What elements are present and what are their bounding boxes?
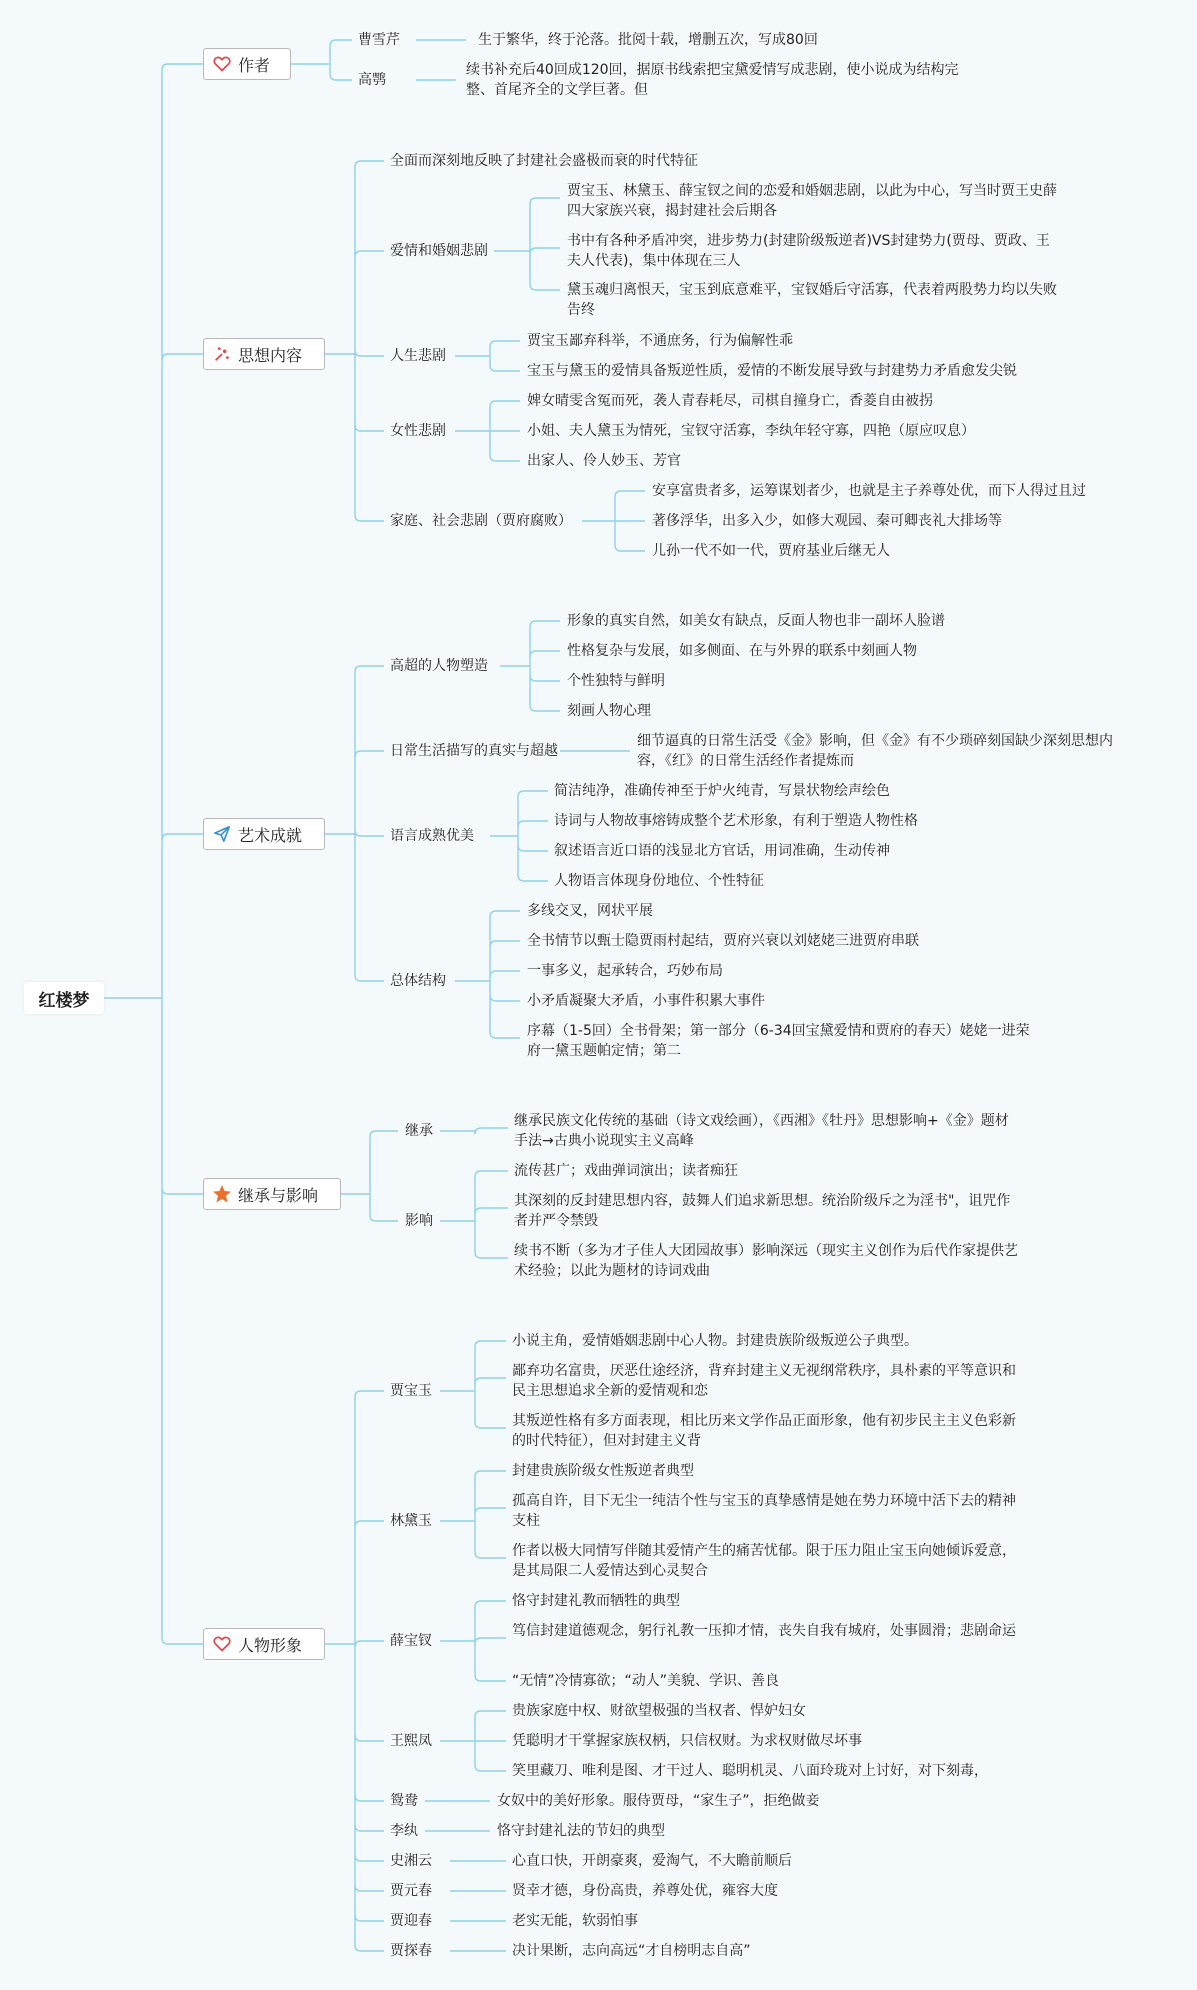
node-life-tragedy[interactable]: 人生悲剧: [390, 348, 446, 364]
connector-line: [355, 666, 384, 672]
topic-art[interactable]: [203, 818, 325, 850]
topic-author[interactable]: [203, 48, 291, 80]
connector-line: [355, 1795, 384, 1801]
connector-line: [475, 1208, 508, 1214]
connector-line: [355, 1735, 384, 1741]
connector-line: [475, 1171, 508, 1177]
node-yuanyang[interactable]: 鸳鸯: [390, 1793, 418, 1809]
connector-line: [355, 751, 384, 757]
connector-line: [475, 1552, 506, 1558]
topic-thought[interactable]: [203, 338, 325, 370]
node-lang-item[interactable]: 简洁纯净，准确传神至于炉火纯青，写景状物绘声绘色: [554, 783, 890, 799]
root-topic[interactable]: 红楼梦: [24, 982, 104, 1014]
node-inherit[interactable]: 继承: [405, 1123, 433, 1139]
connector-line: [518, 875, 548, 881]
node-baoyu-item[interactable]: 其叛逆性格有多方面表现，相比历来文学作品正面形象，他有初步民主主义色彩新的时代特征），但对封建主义背: [512, 1413, 1016, 1449]
node-family-item[interactable]: 儿孙一代不如一代，贾府基业后继无人: [652, 543, 890, 559]
connector-line: [530, 651, 560, 657]
node-liwan-desc[interactable]: 恪守封建礼法的节妇的典型: [497, 1823, 665, 1839]
connector-line: [490, 995, 520, 1001]
node-daily-life[interactable]: 日常生活描写的真实与超越: [390, 743, 558, 759]
node-baochai-item[interactable]: “无情”冷情寡欲；“动人”美貌、学识、善良: [512, 1673, 780, 1689]
connector-line: [355, 1641, 384, 1647]
node-xifeng-item[interactable]: 贵族家庭中权、财欲望极强的当权者、悍妒妇女: [512, 1703, 806, 1719]
connector-line: [475, 1675, 506, 1681]
node-cao-xueqin[interactable]: 曹雪芹: [358, 32, 400, 48]
node-tanchun-desc[interactable]: 决计果断，志向高远“才自榜明志自高”: [512, 1943, 751, 1959]
connector-line: [370, 1131, 398, 1137]
node-xifeng-item[interactable]: 笑里藏刀、唯利是图、才干过人、聪明机灵、八面玲珑对上讨好，对下刻毒，: [512, 1763, 988, 1779]
connector-line: [475, 1252, 508, 1258]
connector-line: [355, 1521, 384, 1527]
node-cao-desc[interactable]: 生于繁华，终于沦落。批阅十载，增删五次，写成80回: [478, 32, 818, 48]
connector-line: [475, 1638, 506, 1644]
connector-line: [355, 975, 384, 981]
node-love-tragedy[interactable]: 爱情和婚姻悲剧: [390, 243, 488, 259]
connector-line: [355, 425, 384, 431]
connector-line: [490, 971, 520, 977]
node-thought-general[interactable]: 全面而深刻地反映了封建社会盛极而衰的时代特征: [390, 153, 698, 169]
connector-line: [355, 1391, 384, 1397]
node-liwan[interactable]: 李纨: [390, 1823, 418, 1839]
node-daily-item[interactable]: 细节逼真的日常生活受《金》影响，但《金》有不少琐碎刻国缺少深刻思想内容，《红》的日常生活经作者提炼而: [637, 733, 1113, 769]
node-baoyu[interactable]: 贾宝玉: [390, 1383, 432, 1399]
connector-line: [162, 1638, 203, 1644]
node-influence-item[interactable]: 续书不断（多为才子佳人大团园故事）影响深远（现实主义创作为后代作家提供艺术经验；以此为题材的诗词戏曲: [514, 1243, 1018, 1279]
connector-line: [530, 198, 560, 204]
node-inherit-item[interactable]: 继承民族文化传统的基础（诗文戏绘画），《西湘》《牡丹》思想影响+《金》题材手法→古典小说现实主义高峰: [514, 1113, 1009, 1149]
connector-line: [162, 64, 203, 70]
connector-line: [490, 1032, 520, 1038]
node-yingchun[interactable]: 贾迎春: [390, 1913, 432, 1929]
connector-line: [355, 1915, 384, 1921]
node-structure[interactable]: 总体结构: [390, 973, 446, 989]
node-xifeng-item[interactable]: 凭聪明才干掌握家族权柄，只信权财。为求权财做尽坏事: [512, 1733, 862, 1749]
node-daiyu-item[interactable]: 作者以极大同情写伴随其爱情产生的痛苦忧郁。限于压力阻止宝玉向她倾诉爱意，是其局限二人爱情达到心灵契合: [512, 1543, 1016, 1579]
topic-legacy-label: 继承与影响: [238, 1185, 319, 1205]
connector-line: [475, 1508, 506, 1514]
node-struct-item[interactable]: 一事多义，起承转合，巧妙布局: [527, 963, 723, 979]
node-love-item[interactable]: 贾宝玉、林黛玉、薛宝钗之间的恋爱和婚姻悲剧，以此为中心，写当时贾王史薛四大家族兴衰，揭封建社会后期各: [567, 183, 1057, 219]
connector-line: [355, 830, 384, 836]
node-life-item[interactable]: 贾宝玉鄙弃科举，不通庶务，行为偏解性乖: [527, 333, 793, 349]
node-influence-item[interactable]: 其深刻的反封建思想内容，鼓舞人们追求新思想。统治阶级斥之为淫书"，诅咒作者并严令禁毁: [514, 1193, 1011, 1229]
node-struct-item[interactable]: 全书情节以甄士隐贾雨村起结，贾府兴衰以刘姥姥三进贾府串联: [527, 933, 919, 949]
connector-line: [530, 248, 560, 254]
connector-line: [370, 1215, 398, 1221]
node-gao-desc[interactable]: 续书补充后40回成120回，据原书线索把宝黛爱情写成悲剧，使小说成为结构完整、首尾齐全的文学巨著。但: [466, 62, 959, 98]
connector-line: [530, 284, 560, 290]
paper-plane-icon: [212, 824, 232, 844]
node-lang-item[interactable]: 人物语言体现身份地位、个性特征: [554, 873, 764, 889]
connector-line: [475, 1128, 508, 1134]
node-baochai-item[interactable]: 笃信封建道德观念，躬行礼教一压抑才情，丧失自我有城府，处事圆滑；悲剧命运: [512, 1623, 1016, 1639]
sparkle-icon: [212, 344, 232, 364]
node-gao-e[interactable]: 高鹗: [358, 72, 386, 88]
node-life-item[interactable]: 宝玉与黛玉的爱情具备叛逆性质，爱情的不断发展导致与封建势力矛盾愈发尖锐: [527, 363, 1017, 379]
connector-line: [530, 675, 560, 681]
node-women-item[interactable]: 小姐、夫人黛玉为情死，宝钗守活寡，李纨年轻守寡，四艳（原应叹息）: [527, 423, 975, 439]
node-char-item[interactable]: 个性独特与鲜明: [567, 673, 665, 689]
node-yingchun-desc[interactable]: 老实无能，软弱怕事: [512, 1913, 638, 1929]
connector-line: [490, 941, 520, 947]
node-baochai-item[interactable]: 恪守封建礼教而牺牲的典型: [512, 1593, 680, 1609]
connector-line: [518, 821, 548, 827]
connector-line: [330, 74, 352, 80]
node-xiangyun-desc[interactable]: 心直口快，开朗豪爽，爱淘气，不大瞻前顺后: [512, 1853, 792, 1869]
node-daiyu-item[interactable]: 封建贵族阶级女性叛逆者典型: [512, 1463, 694, 1479]
connector-line: [490, 455, 520, 461]
node-language[interactable]: 语言成熟优美: [390, 828, 474, 844]
node-char-item[interactable]: 形象的真实自然，如美女有缺点，反面人物也非一副坏人脸谱: [567, 613, 945, 629]
connector-line: [530, 621, 560, 627]
connector-line: [475, 1341, 506, 1347]
heart-icon: [212, 54, 232, 74]
topic-legacy[interactable]: [203, 1178, 341, 1210]
node-women-item[interactable]: 出家人、伶人妙玉、芳官: [527, 453, 681, 469]
heart-icon: [212, 1634, 232, 1654]
node-baoyu-item[interactable]: 鄙弃功名富贵，厌恶仕途经济，背弃封建主义无视纲常秩序，具朴素的平等意识和民主思想追求全新的爱情观和恋: [512, 1363, 1016, 1399]
connector-line: [490, 911, 520, 917]
connector-line: [475, 1422, 506, 1428]
node-influence-item[interactable]: 流传甚广；戏曲弹词演出；读者痴狂: [514, 1163, 738, 1179]
node-xifeng[interactable]: 王熙凤: [390, 1733, 432, 1749]
connector-line: [162, 354, 203, 360]
connector-line: [530, 705, 560, 711]
node-character-portrayal[interactable]: 高超的人物塑造: [390, 658, 488, 674]
connector-line: [355, 1945, 384, 1951]
connector-line: [518, 791, 548, 797]
connector-line: [355, 1885, 384, 1891]
node-women-item[interactable]: 婢女晴雯含冤而死，袭人青春耗尽，司棋自撞身亡，香菱自由被拐: [527, 393, 933, 409]
connector-line: [162, 834, 203, 840]
connector-line: [475, 1711, 506, 1717]
connector-line: [615, 545, 645, 551]
topic-art-label: 艺术成就: [238, 825, 303, 845]
node-family-item[interactable]: 著侈浮华，出多入少，如修大观园、秦可卿丧礼大排场等: [652, 513, 1002, 529]
node-struct-item[interactable]: 多线交叉，网状平展: [527, 903, 653, 919]
node-lang-item[interactable]: 叙述语言近口语的浅显北方官话，用词准确，生动传神: [554, 843, 890, 859]
node-love-item[interactable]: 书中有各种矛盾冲突，进步势力(封建阶级叛逆者)VS封建势力(贾母、贾政、王夫人代表)，集中体现在三人: [567, 233, 1050, 269]
connector-line: [355, 161, 384, 167]
node-daiyu[interactable]: 林黛玉: [390, 1513, 432, 1529]
connector-line: [355, 1855, 384, 1861]
node-char-item[interactable]: 刻画人物心理: [567, 703, 651, 719]
star-icon: [212, 1184, 232, 1204]
connector-line: [475, 1765, 506, 1771]
node-baoyu-item[interactable]: 小说主角，爱情婚姻悲剧中心人物。封建贵族阶级叛逆公子典型。: [512, 1333, 918, 1349]
node-love-item[interactable]: 黛玉魂归离恨天，宝玉到底意难平，宝钗婚后守活寡，代表着两股势力均以失败告终: [567, 282, 1057, 318]
node-struct-item[interactable]: 序幕（1-5回）全书骨架；第一部分（6-34回宝黛爱情和贾府的春天）姥姥一进荣府一黛玉题帕定情；第二: [527, 1023, 1030, 1059]
connector-line: [162, 1188, 203, 1194]
connector-line: [490, 365, 520, 371]
connector-line: [475, 1378, 506, 1384]
node-yuanchun[interactable]: 贾元春: [390, 1883, 432, 1899]
connector-line: [330, 40, 352, 46]
topic-chars[interactable]: [203, 1628, 325, 1660]
node-baochai[interactable]: 薛宝钗: [390, 1633, 432, 1649]
node-daiyu-item[interactable]: 孤高自许，目下无尘一纯洁个性与宝玉的真挚感情是她在势力环境中活下去的精神支柱: [512, 1493, 1016, 1529]
node-yuanchun-desc[interactable]: 贤幸才德，身份高贵，养尊处优，雍容大度: [512, 1883, 778, 1899]
topic-author-label: 作者: [238, 55, 271, 75]
node-lang-item[interactable]: 诗词与人物故事熔铸成整个艺术形象，有利于塑造人物性格: [554, 813, 918, 829]
topic-chars-label: 人物形象: [238, 1635, 303, 1655]
node-char-item[interactable]: 性格复杂与发展，如多侧面、在与外界的联系中刻画人物: [567, 643, 917, 659]
node-xiangyun[interactable]: 史湘云: [390, 1853, 432, 1869]
connector-line: [475, 1601, 506, 1607]
node-yuanyang-desc[interactable]: 女奴中的美好形象。服侍贾母，“家生子”，拒绝做妾: [497, 1793, 820, 1809]
node-family-tragedy[interactable]: 家庭、社会悲剧（贾府腐败）: [390, 513, 572, 529]
node-tanchun[interactable]: 贾探春: [390, 1943, 432, 1959]
topic-thought-label: 思想内容: [238, 345, 303, 365]
node-struct-item[interactable]: 小矛盾凝聚大矛盾，小事件积累大事件: [527, 993, 765, 1009]
connector-line: [355, 1825, 384, 1831]
connector-line: [355, 251, 384, 257]
connector-line: [490, 401, 520, 407]
connector-line: [355, 515, 384, 521]
node-influence[interactable]: 影响: [405, 1213, 433, 1229]
connector-line: [355, 350, 384, 356]
node-women-tragedy[interactable]: 女性悲剧: [390, 423, 446, 439]
connector-line: [518, 845, 548, 851]
node-family-item[interactable]: 安享富贵者多，运筹谋划者少，也就是主子养尊处优，而下人得过且过: [652, 483, 1086, 499]
connector-line: [490, 341, 520, 347]
connector-line: [475, 1471, 506, 1477]
connector-line: [615, 491, 645, 497]
